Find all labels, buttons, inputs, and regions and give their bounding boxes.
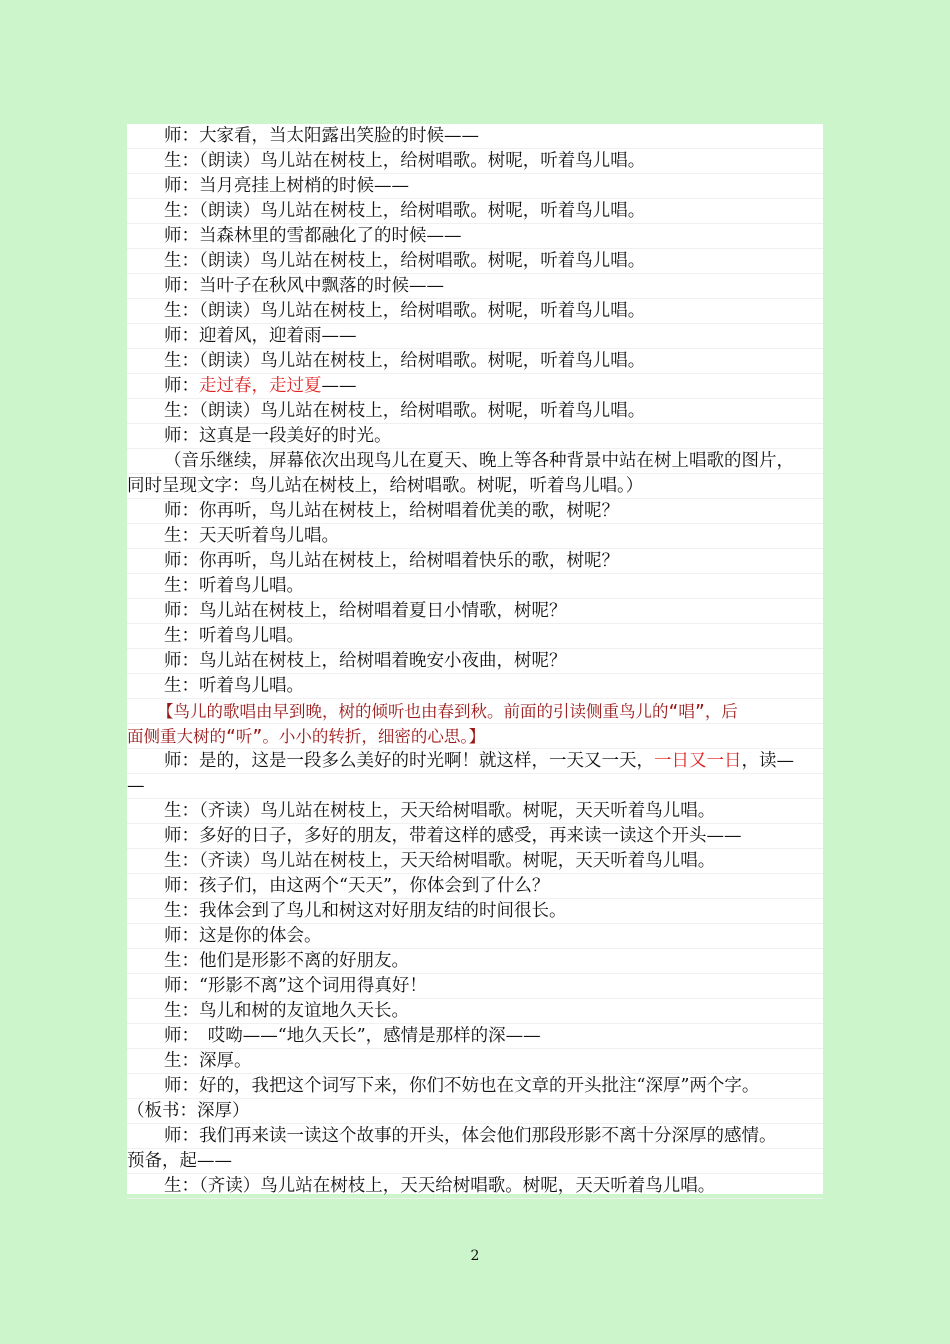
dialogue-text: 师：是的，这是一段多么美好的时光啊！就这样，一天又一天，	[164, 751, 654, 771]
dialogue-line: 生：（朗读）鸟儿站在树枝上，给树唱歌。树呢，听着鸟儿唱。	[127, 399, 823, 424]
dialogue-line: 生：天天听着鸟儿唱。	[127, 524, 823, 549]
board-note-line: （板书：深厚）	[127, 1099, 823, 1124]
dialogue-line: 师：孩子们，由这两个“天天”，你体会到了什么？	[127, 874, 823, 899]
dialogue-line: 生：他们是形影不离的好朋友。	[127, 949, 823, 974]
dialogue-line: 师：大家看，当太阳露出笑脸的时候——	[127, 124, 823, 149]
dialogue-line: 师：你再听，鸟儿站在树枝上，给树唱着快乐的歌，树呢？	[127, 549, 823, 574]
dialogue-line: 师：这是你的体会。	[127, 924, 823, 949]
dialogue-line: 生：听着鸟儿唱。	[127, 574, 823, 599]
dialogue-line: 生：（齐读）鸟儿站在树枝上，天天给树唱歌。树呢，天天听着鸟儿唱。	[127, 849, 823, 874]
dialogue-line: 生：（齐读）鸟儿站在树枝上，天天给树唱歌。树呢，天天听着鸟儿唱。	[127, 799, 823, 824]
dialogue-continuation: 预备，起——	[127, 1149, 823, 1174]
highlighted-phrase: 走过春，走过夏	[199, 376, 322, 396]
document-body	[127, 124, 823, 1199]
dialogue-line: 师：当森林里的雪都融化了的时候——	[127, 224, 823, 249]
dialogue-line: 生：（朗读）鸟儿站在树枝上，给树唱歌。树呢，听着鸟儿唱。	[127, 249, 823, 274]
commentary-line: 【鸟儿的歌唱由早到晚，树的倾听也由春到秋。前面的引读侧重鸟儿的“唱”，后	[127, 699, 823, 724]
dialogue-line: 师：好的，我把这个词写下来，你们不妨也在文章的开头批注“深厚”两个字。	[127, 1074, 823, 1099]
commentary-line: 面侧重大树的“听”。小小的转折，细密的心思。】	[127, 724, 823, 749]
dialogue-line: 生：听着鸟儿唱。	[127, 624, 823, 649]
dialogue-line: 生：我体会到了鸟儿和树这对好朋友结的时间很长。	[127, 899, 823, 924]
dialogue-line: 生：（齐读）鸟儿站在树枝上，天天给树唱歌。树呢，天天听着鸟儿唱。	[127, 1174, 823, 1199]
dialogue-line: 生：听着鸟儿唱。	[127, 674, 823, 699]
dialogue-line: 师：你再听，鸟儿站在树枝上，给树唱着优美的歌，树呢？	[127, 499, 823, 524]
dialogue-line: 师：当叶子在秋风中飘落的时候——	[127, 274, 823, 299]
dialogue-line: 师：“形影不离”这个词用得真好！	[127, 974, 823, 999]
dialogue-line: 师： 哎呦——“地久天长”，感情是那样的深——	[127, 1024, 823, 1049]
dialogue-line: 生：（朗读）鸟儿站在树枝上，给树唱歌。树呢，听着鸟儿唱。	[127, 349, 823, 374]
dialogue-line: 师：鸟儿站在树枝上，给树唱着晚安小夜曲，树呢？	[127, 649, 823, 674]
dialogue-line: 师：迎着风，迎着雨——	[127, 324, 823, 349]
stage-direction-line: （音乐继续，屏幕依次出现鸟儿在夏天、晚上等各种背景中站在树上唱歌的图片，	[127, 449, 823, 474]
speaker-prefix: 师：	[164, 376, 199, 396]
dash-suffix: ——	[321, 376, 357, 396]
dialogue-continuation: —	[127, 774, 823, 799]
dialogue-line: 生：深厚。	[127, 1049, 823, 1074]
dialogue-line: 师：当月亮挂上树梢的时候——	[127, 174, 823, 199]
page-number: 2	[470, 1248, 480, 1264]
dialogue-text: ，读—	[741, 751, 794, 771]
dialogue-line: 生：（朗读）鸟儿站在树枝上，给树唱歌。树呢，听着鸟儿唱。	[127, 199, 823, 224]
dialogue-line: 师：多好的日子，多好的朋友，带着这样的感受，再来读一读这个开头——	[127, 824, 823, 849]
dialogue-line: 生：鸟儿和树的友谊地久天长。	[127, 999, 823, 1024]
dialogue-line: 师：鸟儿站在树枝上，给树唱着夏日小情歌，树呢？	[127, 599, 823, 624]
dialogue-line: 师：这真是一段美好的时光。	[127, 424, 823, 449]
highlighted-phrase: 一日又一日	[654, 751, 742, 771]
dialogue-line-highlighted	[127, 749, 823, 774]
dialogue-line: 师：我们再来读一读这个故事的开头，体会他们那段形影不离十分深厚的感情。	[127, 1124, 823, 1149]
dialogue-line: 生：（朗读）鸟儿站在树枝上，给树唱歌。树呢，听着鸟儿唱。	[127, 149, 823, 174]
stage-direction-line: 同时呈现文字：鸟儿站在树枝上，给树唱歌。树呢，听着鸟儿唱。）	[127, 474, 823, 499]
dialogue-line-highlighted	[127, 374, 823, 399]
dialogue-line: 生：（朗读）鸟儿站在树枝上，给树唱歌。树呢，听着鸟儿唱。	[127, 299, 823, 324]
